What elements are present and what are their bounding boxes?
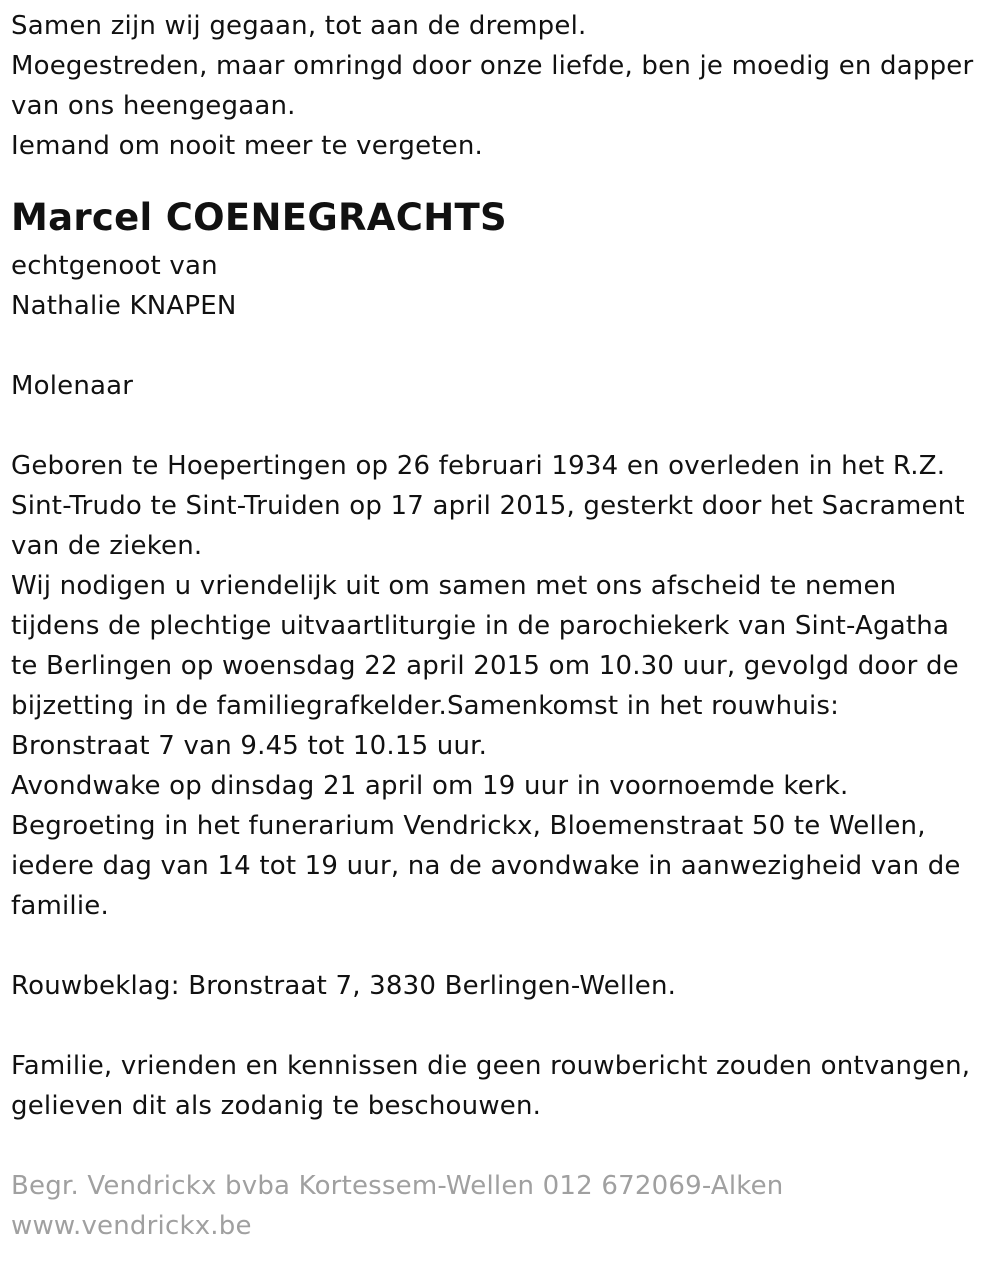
announcement-line: Sint-Trudo te Sint-Truiden op 17 april 2015, gesterkt door het Sacrament [11,491,965,521]
poem-line: Iemand om nooit meer te vergeten. [11,131,484,161]
obituary-notice [11,6,996,1246]
announcement-line: Wij nodigen u vriendelijk uit om samen met ons afscheid te nemen [11,571,897,601]
spouse-name: Nathalie KNAPEN [11,291,237,321]
announcement-line: bijzetting in de familiegrafkelder.Samenkomst in het rouwhuis: [11,691,840,721]
poem-line: van ons heengegaan. [11,91,296,121]
poem [11,6,996,166]
closing-line: gelieven dit als zodanig te beschouwen. [11,1091,542,1121]
funeral-home-footer [11,1166,996,1246]
announcement-text [11,446,996,926]
announcement-line: Begroeting in het funerarium Vendrickx, Bloemenstraat 50 te Wellen, [11,811,926,841]
announcement-line: Bronstraat 7 van 9.45 tot 10.15 uur. [11,731,488,761]
announcement-line: Avondwake op dinsdag 21 april om 19 uur in voornoemde kerk. [11,771,849,801]
poem-line: Moegestreden, maar omringd door onze liefde, ben je moedig en dapper [11,51,974,81]
relation-label: echtgenoot van [11,251,218,281]
closing-line: Familie, vrienden en kennissen die geen rouwbericht zouden ontvangen, [11,1051,971,1081]
funeral-home-info: Begr. Vendrickx bvba Kortessem-Wellen 012 672069-Alken [11,1171,784,1201]
announcement-line: Geboren te Hoepertingen op 26 februari 1934 en overleden in het R.Z. [11,451,946,481]
announcement-line: iedere dag van 14 tot 19 uur, na de avondwake in aanwezigheid van de [11,851,961,881]
spacer [11,926,996,966]
announcement-line: tijdens de plechtige uitvaartliturgie in de parochiekerk van Sint-Agatha [11,611,950,641]
funeral-home-website: www.vendrickx.be [11,1211,252,1241]
spacer [11,1126,996,1166]
announcement-line: familie. [11,891,109,921]
spacer [11,406,996,446]
announcement-line: van de zieken. [11,531,203,561]
deceased-name: Marcel COENEGRACHTS [11,196,507,239]
spacer [11,1006,996,1046]
poem-line: Samen zijn wij gegaan, tot aan de drempel. [11,11,587,41]
spacer [11,326,996,366]
announcement-line: te Berlingen op woensdag 22 april 2015 om 10.30 uur, gevolgd door de [11,651,959,681]
condolence-address: Rouwbeklag: Bronstraat 7, 3830 Berlingen-Wellen. [11,971,677,1001]
occupation: Molenaar [11,371,134,401]
closing-text [11,1046,996,1126]
